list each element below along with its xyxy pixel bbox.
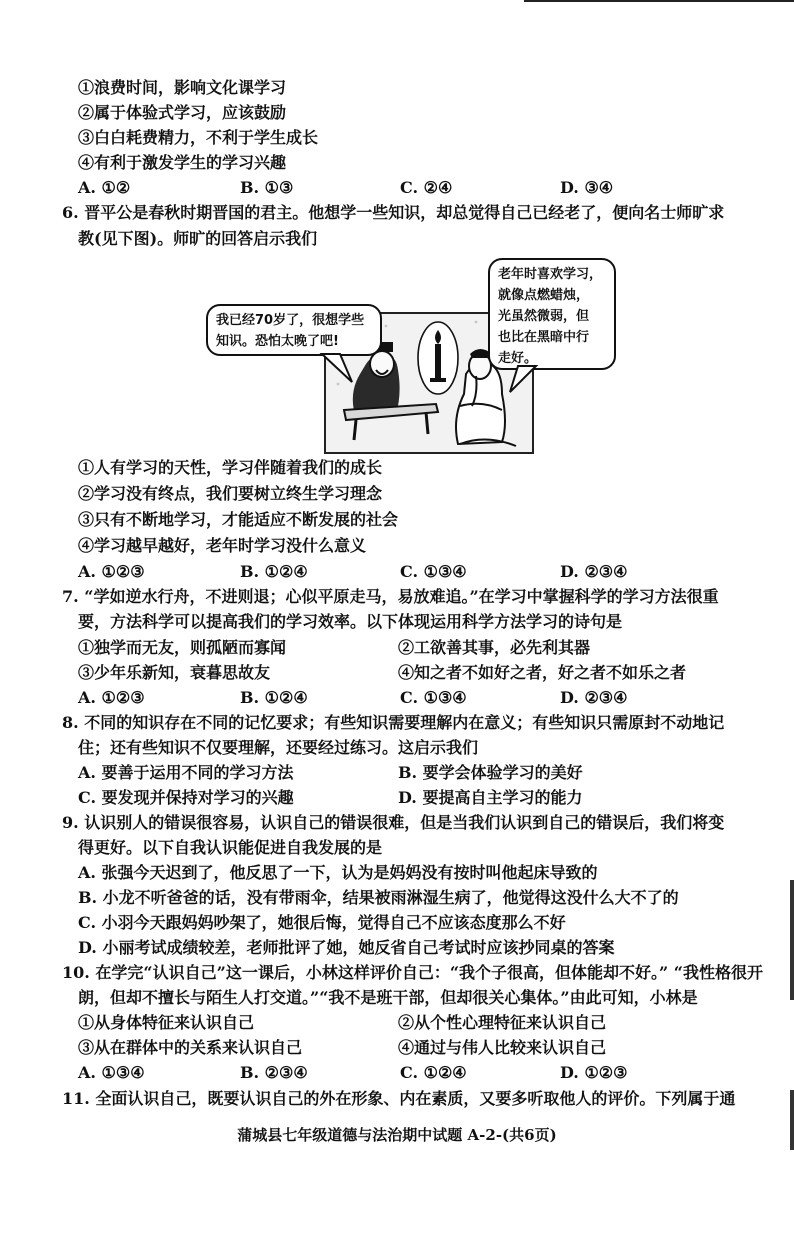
q9-option-a[interactable]: A. 张强今天迟到了，他反思了一下，认为是妈妈没有按时叫他起床导致的: [78, 863, 598, 882]
king-bubble-tail: [318, 352, 358, 386]
q5-option-d[interactable]: D. ③④: [560, 178, 614, 197]
king-speech-line: 我已经70岁了，很想学些: [216, 313, 365, 328]
q7-item-1: ①独学而无友，则孤陋而寡闻: [78, 638, 287, 657]
q10-items-row-2: [78, 1036, 738, 1060]
musician-speech-line: 就像点燃蜡烛，: [498, 288, 590, 303]
q7-items-row-1: [78, 636, 738, 660]
q7-option-c[interactable]: C. ①③④: [400, 688, 467, 707]
q10-stem-line-2: 朗，但却不擅长与陌生人打交道。”“我不是班干部，但却很关心集体。”由此可知，小林是: [78, 988, 698, 1007]
q10-option-c[interactable]: C. ①②④: [400, 1063, 467, 1082]
q8-option-d[interactable]: D. 要提高自主学习的能力: [398, 788, 583, 807]
q6-option-c[interactable]: C. ①③④: [400, 562, 467, 581]
q9-stem-line-1: 9. 认识别人的错误很容易，认识自己的错误很难，但是当我们认识到自己的错误后，我们将变: [62, 813, 725, 832]
q5-item-3: ③白白耗费精力，不利于学生成长: [78, 128, 319, 147]
q8-options-row-1: [78, 761, 738, 785]
scan-edge-mark: [790, 880, 794, 1000]
q7-item-4: ④知之者不如好之者，好之者不如乐之者: [398, 663, 687, 682]
q8-stem-line-2: 住；还有些知识不仅要理解，还要经过练习。这启示我们: [78, 738, 479, 757]
q7-stem-line-1: 7. “学如逆水行舟，不进则退；心似平原走马，易放难追。”在学习中掌握科学的学习方法很重: [62, 587, 719, 606]
q7-option-d[interactable]: D. ②③④: [560, 688, 628, 707]
q6-option-b[interactable]: B. ①②④: [240, 562, 308, 581]
q10-items-row-1: [78, 1011, 738, 1035]
q8-option-b[interactable]: B. 要学会体验学习的美好: [398, 763, 583, 782]
q10-option-a[interactable]: A. ①③④: [78, 1063, 145, 1082]
q7-options: [78, 686, 738, 710]
q5-item-4: ④有利于激发学生的学习兴趣: [78, 153, 287, 172]
q9-option-c[interactable]: C. 小羽今天跟妈妈吵架了，她很后悔，觉得自己不应该态度那么不好: [78, 913, 566, 932]
q9-stem-line-2: 得更好。以下自我认识能促进自我发展的是: [78, 838, 383, 857]
q7-item-3: ③少年乐新知，衰暮思故友: [78, 663, 271, 682]
q6-option-a[interactable]: A. ①②③: [78, 562, 145, 581]
q8-stem-line-1: 8. 不同的知识存在不同的记忆要求；有些知识需要理解内在意义；有些知识只需原封不动地记: [62, 713, 725, 732]
q5-item-2: ②属于体验式学习，应该鼓励: [78, 103, 287, 122]
q7-items-row-2: [78, 661, 738, 685]
musician-speech-line: 也比在黑暗中行: [498, 330, 590, 345]
q6-option-d[interactable]: D. ②③④: [560, 562, 628, 581]
q10-option-d[interactable]: D. ①②③: [560, 1063, 628, 1082]
musician-bubble-tail: [508, 364, 548, 394]
q8-option-a[interactable]: A. 要善于运用不同的学习方法: [78, 763, 294, 782]
musician-speech-line: 光虽然微弱，但: [498, 309, 590, 324]
q10-item-2: ②从个性心理特征来认识自己: [398, 1013, 607, 1032]
q6-options: [78, 560, 738, 584]
musician-speech-line: 老年时喜欢学习，: [498, 267, 603, 282]
q6-item-2: ②学习没有终点，我们要树立终生学习理念: [78, 484, 383, 503]
q11-stem-line-1: 11. 全面认识自己，既要认识自己的外在形象、内在素质，又要多听取他人的评价。下列属于通: [62, 1089, 736, 1108]
q7-option-b[interactable]: B. ①②④: [240, 688, 308, 707]
king-speech-line: 知识。恐怕太晚了吧!: [216, 334, 339, 349]
q5-option-c[interactable]: C. ②④: [400, 178, 453, 197]
q10-item-3: ③从在群体中的关系来认识自己: [78, 1038, 303, 1057]
q8-options-row-2: [78, 786, 738, 810]
page-footer: 蒲城县七年级道德与法治期中试题 A-2-(共6页): [237, 1126, 557, 1144]
q6-stem-line-2: 教(见下图)。师旷的回答启示我们: [78, 229, 318, 248]
q5-item-1: ①浪费时间，影响文化课学习: [78, 78, 287, 97]
q6-item-4: ④学习越早越好，老年时学习没什么意义: [78, 536, 367, 555]
q10-item-1: ①从身体特征来认识自己: [78, 1013, 255, 1032]
king-speech-bubble: [206, 304, 382, 356]
q5-option-a[interactable]: A. ①②: [78, 178, 131, 197]
q6-item-1: ①人有学习的天性，学习伴随着我们的成长: [78, 458, 383, 477]
q6-item-3: ③只有不断地学习，才能适应不断发展的社会: [78, 510, 399, 529]
q8-option-c[interactable]: C. 要发现并保持对学习的兴趣: [78, 788, 294, 807]
scan-edge-line: [524, 0, 794, 2]
q9-option-b[interactable]: B. 小龙不听爸爸的话，没有带雨伞，结果被雨淋湿生病了，他觉得这没什么大不了的: [78, 888, 679, 907]
q9-option-d[interactable]: D. 小丽考试成绩较差，老师批评了她，她反省自己考试时应该抄同桌的答案: [78, 938, 615, 957]
q10-options: [78, 1061, 738, 1085]
musician-speech-bubble: [488, 258, 616, 370]
q5-option-b[interactable]: B. ①③: [240, 178, 294, 197]
q5-options: [78, 176, 738, 200]
musician-speech-line: 走好。: [498, 351, 538, 366]
q7-item-2: ②工欲善其事，必先利其器: [398, 638, 591, 657]
q10-item-4: ④通过与伟人比较来认识自己: [398, 1038, 607, 1057]
q7-stem-line-2: 要，方法科学可以提高我们的学习效率。以下体现运用科学方法学习的诗句是: [78, 612, 623, 631]
q7-option-a[interactable]: A. ①②③: [78, 688, 145, 707]
q6-stem-line-1: 6. 晋平公是春秋时期晋国的君主。他想学一些知识，却总觉得自己已经老了，便向名士师旷求: [62, 203, 725, 222]
q6-illustration: [206, 258, 616, 450]
q10-option-b[interactable]: B. ②③④: [240, 1063, 308, 1082]
q10-stem-line-1: 10. 在学完“认识自己”这一课后，小林这样评价自己：“我个子很高，但体能却不好。” “我性格很开: [62, 963, 763, 982]
